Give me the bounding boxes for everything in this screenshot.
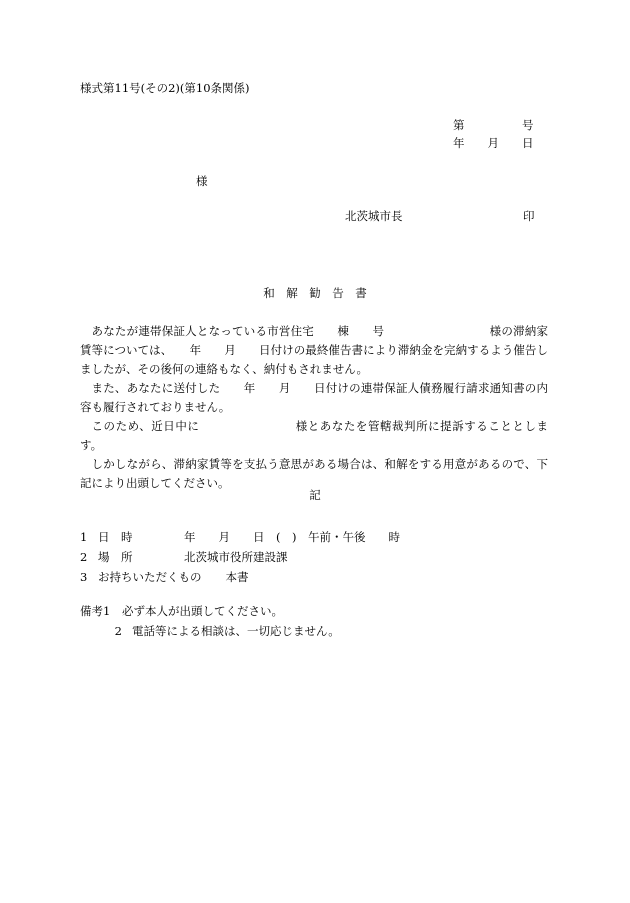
detail-item-label: 日 時 (98, 530, 133, 544)
detail-item-value: 本書 (225, 570, 249, 584)
form-number: 様式第11号(その2)(第10条関係) (80, 81, 250, 95)
issuer-name: 北茨城市長 (345, 209, 403, 223)
remark-number: 1 (103, 604, 111, 618)
detail-item-label: お持ちいただくもの (98, 570, 202, 584)
detail-list (80, 527, 400, 587)
body-paragraph: あなたが連帯保証人となっている市営住宅 棟 号 様の滞納家賃等については、 年 月 日付けの最終催告書により滞納金を完納するよう催告しましたが、その後何の連絡もなく、納付もされません。 (80, 324, 548, 376)
detail-item-label: 場 所 (98, 550, 133, 564)
ki-heading: 記 (309, 488, 321, 502)
detail-item-datetime (80, 527, 400, 547)
detail-item-belongings (80, 567, 400, 587)
body-paragraph: このため、近日中に 様とあなたを管轄裁判所に提訴することとします。 (80, 419, 548, 452)
body-paragraph: しかしながら、滞納家賃等を支払う意思がある場合は、和解をする用意があるので、下記により出頭してください。 (80, 457, 548, 490)
document-title: 和 解 勧 告 書 (263, 286, 367, 300)
remarks (80, 601, 340, 641)
detail-item-number: 3 (80, 570, 88, 584)
remark-text: 電話等による相談は、一切応じません。 (132, 624, 340, 638)
body-text (80, 322, 548, 493)
issue-number: 第 号 (453, 118, 534, 132)
detail-item-place (80, 547, 400, 567)
remark-text: 必ず本人が出頭してください。 (122, 604, 283, 618)
remark-number: 2 (114, 624, 122, 638)
detail-item-value: 北茨城市役所建設課 (184, 550, 288, 564)
remark-item (80, 601, 340, 621)
detail-item-number: 1 (80, 530, 88, 544)
addressee-suffix: 様 (196, 174, 208, 188)
body-paragraph: また、あなたに送付した 年 月 日付けの連帯保証人債務履行請求通知書の内容も履行されておりません。 (80, 381, 548, 414)
detail-item-value: 年 月 日 ( ) 午前・午後 時 (184, 530, 400, 544)
remark-item (80, 621, 340, 641)
detail-item-number: 2 (80, 550, 88, 564)
seal-mark: 印 (523, 209, 535, 223)
remark-indent (80, 621, 122, 641)
remarks-heading-text: 備考 (80, 604, 103, 618)
issue-date: 年 月 日 (453, 136, 534, 150)
remarks-heading (80, 601, 122, 621)
